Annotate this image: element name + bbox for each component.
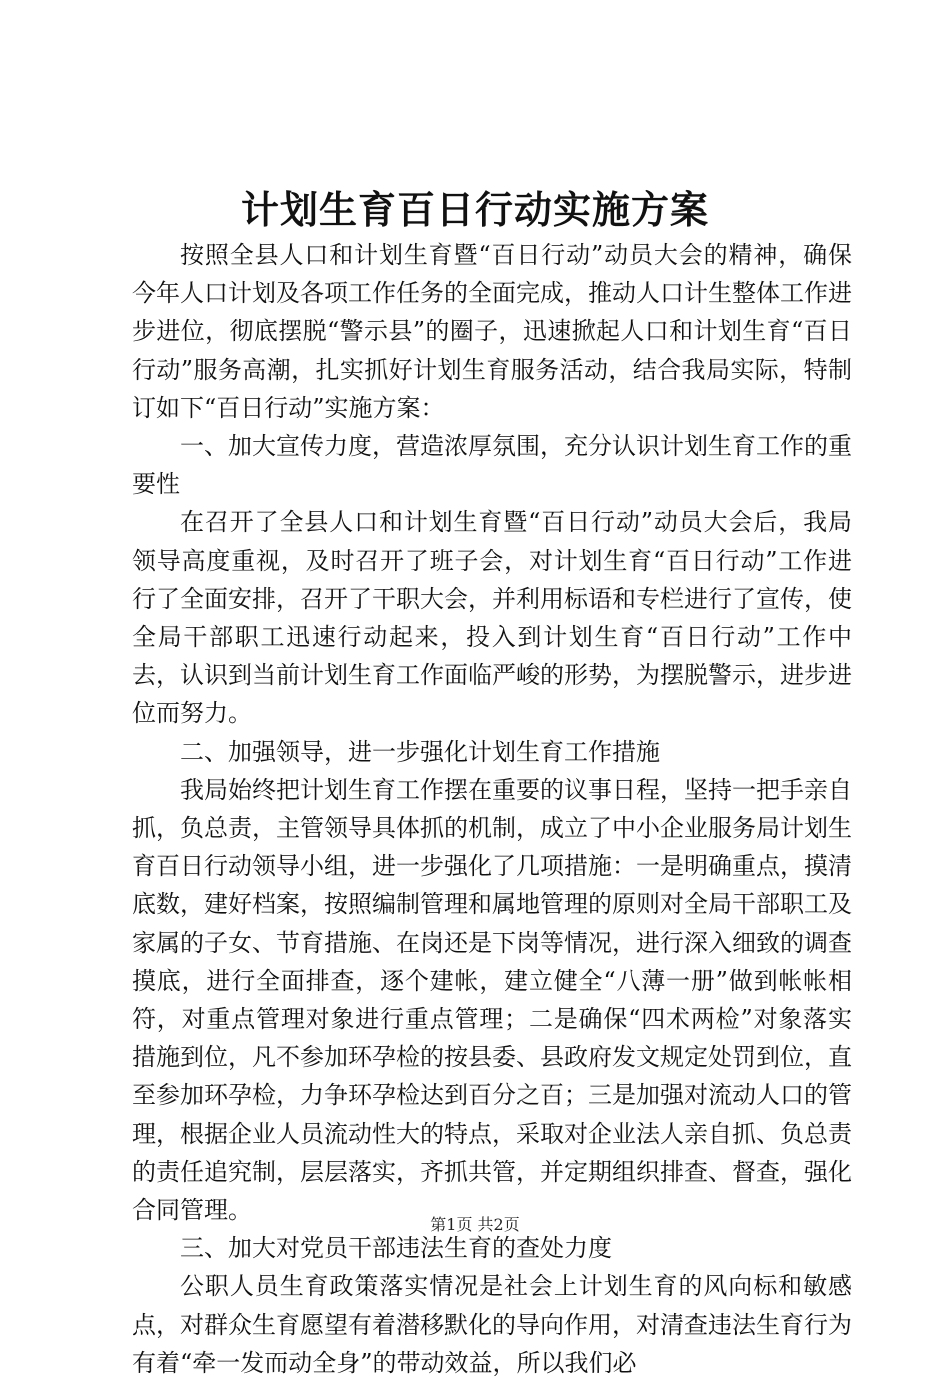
paragraph-section-2: 我局始终把计划生育工作摆在重要的议事日程，坚持一把手亲自抓，负总责，主管领导具体抓的机制，成立了中小企业服务局计划生育百日行动领导小组，进一步强化了几项措施：一是明确重点，摸清底数，建好档案，按照编制管理和属地管理的原则对全局干部职工及家属的子女、节育措施、在岗还是下岗等情况，进行深入细致的调查摸底，进行全面排查，逐个建帐，建立健全“八薄一册”做到帐帐相符，对重点管理对象进行重点管理；二是确保“四术两检”对象落实措施到位，凡不参加环孕检的按县委、县政府发文规定处罚到位，直至参加环孕检，力争环孕检达到百分之百；三是加强对流动人口的管理，根据企业人员流动性大的特点，采取对企业法人亲自抓、负总责的责任追究制，层层落实，齐抓共管，并定期组织排查、督查，强化合同管理。 (132, 775, 852, 1225)
section-heading-3: 三、加大对党员干部违法生育的查处力度 (180, 1234, 612, 1263)
paragraph-intro: 按照全县人口和计划生育暨“百日行动”动员大会的精神，确保今年人口计划及各项工作任务的全面完成，推动人口计生整体工作进步进位，彻底摆脱“警示县”的圈子，迅速掀起人口和计划生育“百日行动”服务高潮，扎实抓好计划生育服务活动，结合我局实际，特制订如下“百日行动”实施方案： (132, 241, 852, 422)
section-heading-1: 一、加大宣传力度，营造浓厚氛围，充分认识计划生育工作的重要性 (132, 432, 852, 499)
paragraph-section-3: 公职人员生育政策落实情况是社会上计划生育的风向标和敏感点，对群众生育愿望有着潜移默化的导向作用，对清查违法生育行为有着“牵一发而动全身”的带动效益，所以我们必 (132, 1272, 852, 1377)
document-body (132, 236, 852, 1382)
page-footer: 第1页 共2页 (430, 1215, 520, 1234)
paragraph-section-1: 在召开了全县人口和计划生育暨“百日行动”动员大会后，我局领导高度重视，及时召开了班子会，对计划生育“百日行动”工作进行了全面安排，召开了干职大会，并利用标语和专栏进行了宣传，使全局干部职工迅速行动起来，投入到计划生育“百日行动”工作中去，认识到当前计划生育工作面临严峻的形势，为摆脱警示，进步进位而努力。 (132, 508, 852, 728)
document-title: 计划生育百日行动实施方案 (240, 187, 709, 232)
section-heading-2: 二、加强领导，进一步强化计划生育工作措施 (180, 737, 660, 766)
